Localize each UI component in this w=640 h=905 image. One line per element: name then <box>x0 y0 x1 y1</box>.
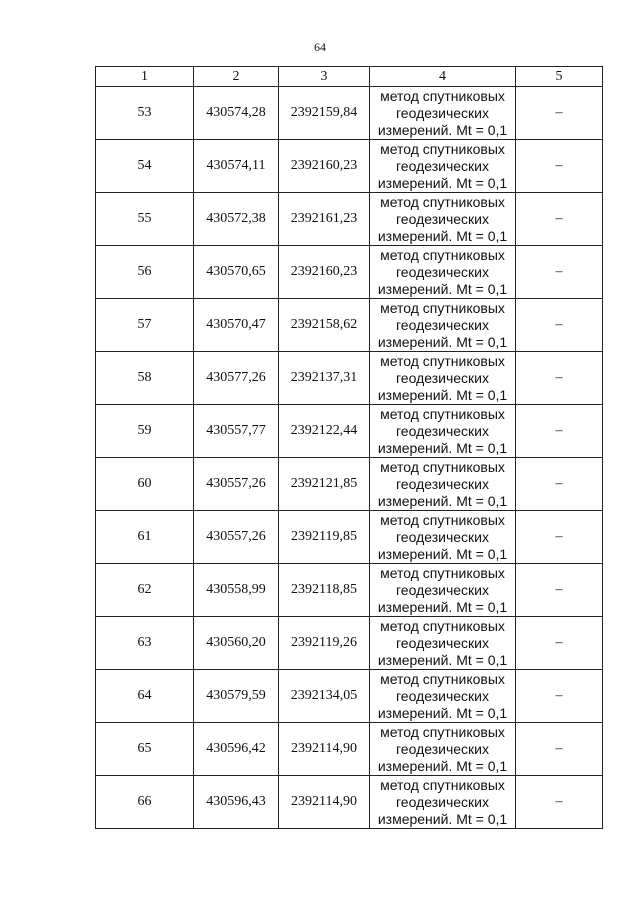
x-coordinate-cell: 430570,47 <box>194 299 279 352</box>
method-cell <box>370 352 516 405</box>
note-cell: – <box>516 458 603 511</box>
table-row <box>96 617 603 670</box>
table-row <box>96 723 603 776</box>
y-coordinate-cell: 2392114,90 <box>279 776 370 829</box>
table-body <box>96 87 603 829</box>
method-text-line: геодезических <box>396 104 489 121</box>
y-coordinate-cell: 2392119,26 <box>279 617 370 670</box>
x-coordinate-cell: 430596,43 <box>194 776 279 829</box>
method-text-line: метод спутниковых <box>380 299 505 316</box>
method-cell <box>370 87 516 140</box>
note-cell: – <box>516 564 603 617</box>
y-coordinate-cell: 2392160,23 <box>279 140 370 193</box>
table-row <box>96 405 603 458</box>
page-number: 64 <box>314 40 326 54</box>
x-coordinate-cell: 430577,26 <box>194 352 279 405</box>
y-coordinate-cell: 2392137,31 <box>279 352 370 405</box>
table-row <box>96 87 603 140</box>
x-coordinate-cell: 430579,59 <box>194 670 279 723</box>
y-coordinate-cell: 2392158,62 <box>279 299 370 352</box>
method-text-line: измерений. Mt = 0,1 <box>377 704 508 721</box>
method-text-line: измерений. Mt = 0,1 <box>377 280 508 297</box>
method-text-line: метод спутниковых <box>380 193 505 210</box>
column-header-5: 5 <box>516 67 603 87</box>
method-text-line: измерений. Mt = 0,1 <box>377 333 508 350</box>
table-row <box>96 670 603 723</box>
method-cell <box>370 246 516 299</box>
table-row <box>96 352 603 405</box>
y-coordinate-cell: 2392134,05 <box>279 670 370 723</box>
x-coordinate-cell: 430557,26 <box>194 511 279 564</box>
y-coordinate-cell: 2392114,90 <box>279 723 370 776</box>
table-row <box>96 458 603 511</box>
method-text-line: геодезических <box>396 316 489 333</box>
column-header-1: 1 <box>96 67 194 87</box>
method-text-line: метод спутниковых <box>380 670 505 687</box>
table-row <box>96 246 603 299</box>
method-cell <box>370 458 516 511</box>
point-number-cell: 62 <box>96 564 194 617</box>
method-cell <box>370 564 516 617</box>
table-row <box>96 511 603 564</box>
method-text-line: геодезических <box>396 422 489 439</box>
table-row <box>96 140 603 193</box>
x-coordinate-cell: 430572,38 <box>194 193 279 246</box>
note-cell: – <box>516 511 603 564</box>
y-coordinate-cell: 2392118,85 <box>279 564 370 617</box>
method-text-line: геодезических <box>396 263 489 280</box>
table-header-row <box>96 67 603 87</box>
method-text-line: измерений. Mt = 0,1 <box>377 121 508 138</box>
method-cell <box>370 405 516 458</box>
y-coordinate-cell: 2392160,23 <box>279 246 370 299</box>
method-text-line: измерений. Mt = 0,1 <box>377 598 508 615</box>
method-cell <box>370 776 516 829</box>
table-row <box>96 299 603 352</box>
x-coordinate-cell: 430557,77 <box>194 405 279 458</box>
method-text-line: измерений. Mt = 0,1 <box>377 651 508 668</box>
column-header-4: 4 <box>370 67 516 87</box>
table-row <box>96 193 603 246</box>
method-cell <box>370 723 516 776</box>
point-number-cell: 63 <box>96 617 194 670</box>
point-number-cell: 58 <box>96 352 194 405</box>
method-text-line: геодезических <box>396 634 489 651</box>
point-number-cell: 55 <box>96 193 194 246</box>
table-row <box>96 776 603 829</box>
method-text-line: метод спутниковых <box>380 352 505 369</box>
method-text-line: геодезических <box>396 687 489 704</box>
method-text-line: измерений. Mt = 0,1 <box>377 757 508 774</box>
method-text-line: измерений. Mt = 0,1 <box>377 439 508 456</box>
method-text-line: измерений. Mt = 0,1 <box>377 227 508 244</box>
note-cell: – <box>516 87 603 140</box>
method-text-line: метод спутниковых <box>380 723 505 740</box>
note-cell: – <box>516 405 603 458</box>
method-text-line: измерений. Mt = 0,1 <box>377 492 508 509</box>
method-text-line: геодезических <box>396 740 489 757</box>
point-number-cell: 64 <box>96 670 194 723</box>
x-coordinate-cell: 430560,20 <box>194 617 279 670</box>
point-number-cell: 66 <box>96 776 194 829</box>
y-coordinate-cell: 2392119,85 <box>279 511 370 564</box>
method-text-line: измерений. Mt = 0,1 <box>377 545 508 562</box>
point-number-cell: 53 <box>96 87 194 140</box>
method-text-line: геодезических <box>396 528 489 545</box>
method-text-line: геодезических <box>396 210 489 227</box>
note-cell: – <box>516 723 603 776</box>
method-text-line: метод спутниковых <box>380 617 505 634</box>
y-coordinate-cell: 2392121,85 <box>279 458 370 511</box>
note-cell: – <box>516 617 603 670</box>
x-coordinate-cell: 430557,26 <box>194 458 279 511</box>
x-coordinate-cell: 430558,99 <box>194 564 279 617</box>
method-text-line: метод спутниковых <box>380 87 505 104</box>
point-number-cell: 60 <box>96 458 194 511</box>
method-text-line: геодезических <box>396 157 489 174</box>
method-text-line: геодезических <box>396 793 489 810</box>
y-coordinate-cell: 2392122,44 <box>279 405 370 458</box>
coordinates-table <box>95 66 603 829</box>
method-text-line: метод спутниковых <box>380 458 505 475</box>
method-text-line: геодезических <box>396 369 489 386</box>
note-cell: – <box>516 352 603 405</box>
method-cell <box>370 511 516 564</box>
method-text-line: геодезических <box>396 475 489 492</box>
column-header-3: 3 <box>279 67 370 87</box>
method-text-line: метод спутниковых <box>380 140 505 157</box>
note-cell: – <box>516 299 603 352</box>
y-coordinate-cell: 2392161,23 <box>279 193 370 246</box>
method-text-line: измерений. Mt = 0,1 <box>377 810 508 827</box>
x-coordinate-cell: 430570,65 <box>194 246 279 299</box>
column-header-2: 2 <box>194 67 279 87</box>
point-number-cell: 61 <box>96 511 194 564</box>
note-cell: – <box>516 140 603 193</box>
method-text-line: метод спутниковых <box>380 511 505 528</box>
point-number-cell: 65 <box>96 723 194 776</box>
note-cell: – <box>516 670 603 723</box>
table-row <box>96 564 603 617</box>
method-text-line: метод спутниковых <box>380 246 505 263</box>
point-number-cell: 56 <box>96 246 194 299</box>
note-cell: – <box>516 193 603 246</box>
method-text-line: метод спутниковых <box>380 405 505 422</box>
x-coordinate-cell: 430574,28 <box>194 87 279 140</box>
note-cell: – <box>516 246 603 299</box>
point-number-cell: 59 <box>96 405 194 458</box>
y-coordinate-cell: 2392159,84 <box>279 87 370 140</box>
method-text-line: метод спутниковых <box>380 776 505 793</box>
x-coordinate-cell: 430574,11 <box>194 140 279 193</box>
point-number-cell: 54 <box>96 140 194 193</box>
method-text-line: метод спутниковых <box>380 564 505 581</box>
method-cell <box>370 193 516 246</box>
method-text-line: геодезических <box>396 581 489 598</box>
x-coordinate-cell: 430596,42 <box>194 723 279 776</box>
point-number-cell: 57 <box>96 299 194 352</box>
method-text-line: измерений. Mt = 0,1 <box>377 386 508 403</box>
note-cell: – <box>516 776 603 829</box>
method-cell <box>370 140 516 193</box>
method-cell <box>370 670 516 723</box>
method-text-line: измерений. Mt = 0,1 <box>377 174 508 191</box>
method-cell <box>370 299 516 352</box>
method-cell <box>370 617 516 670</box>
